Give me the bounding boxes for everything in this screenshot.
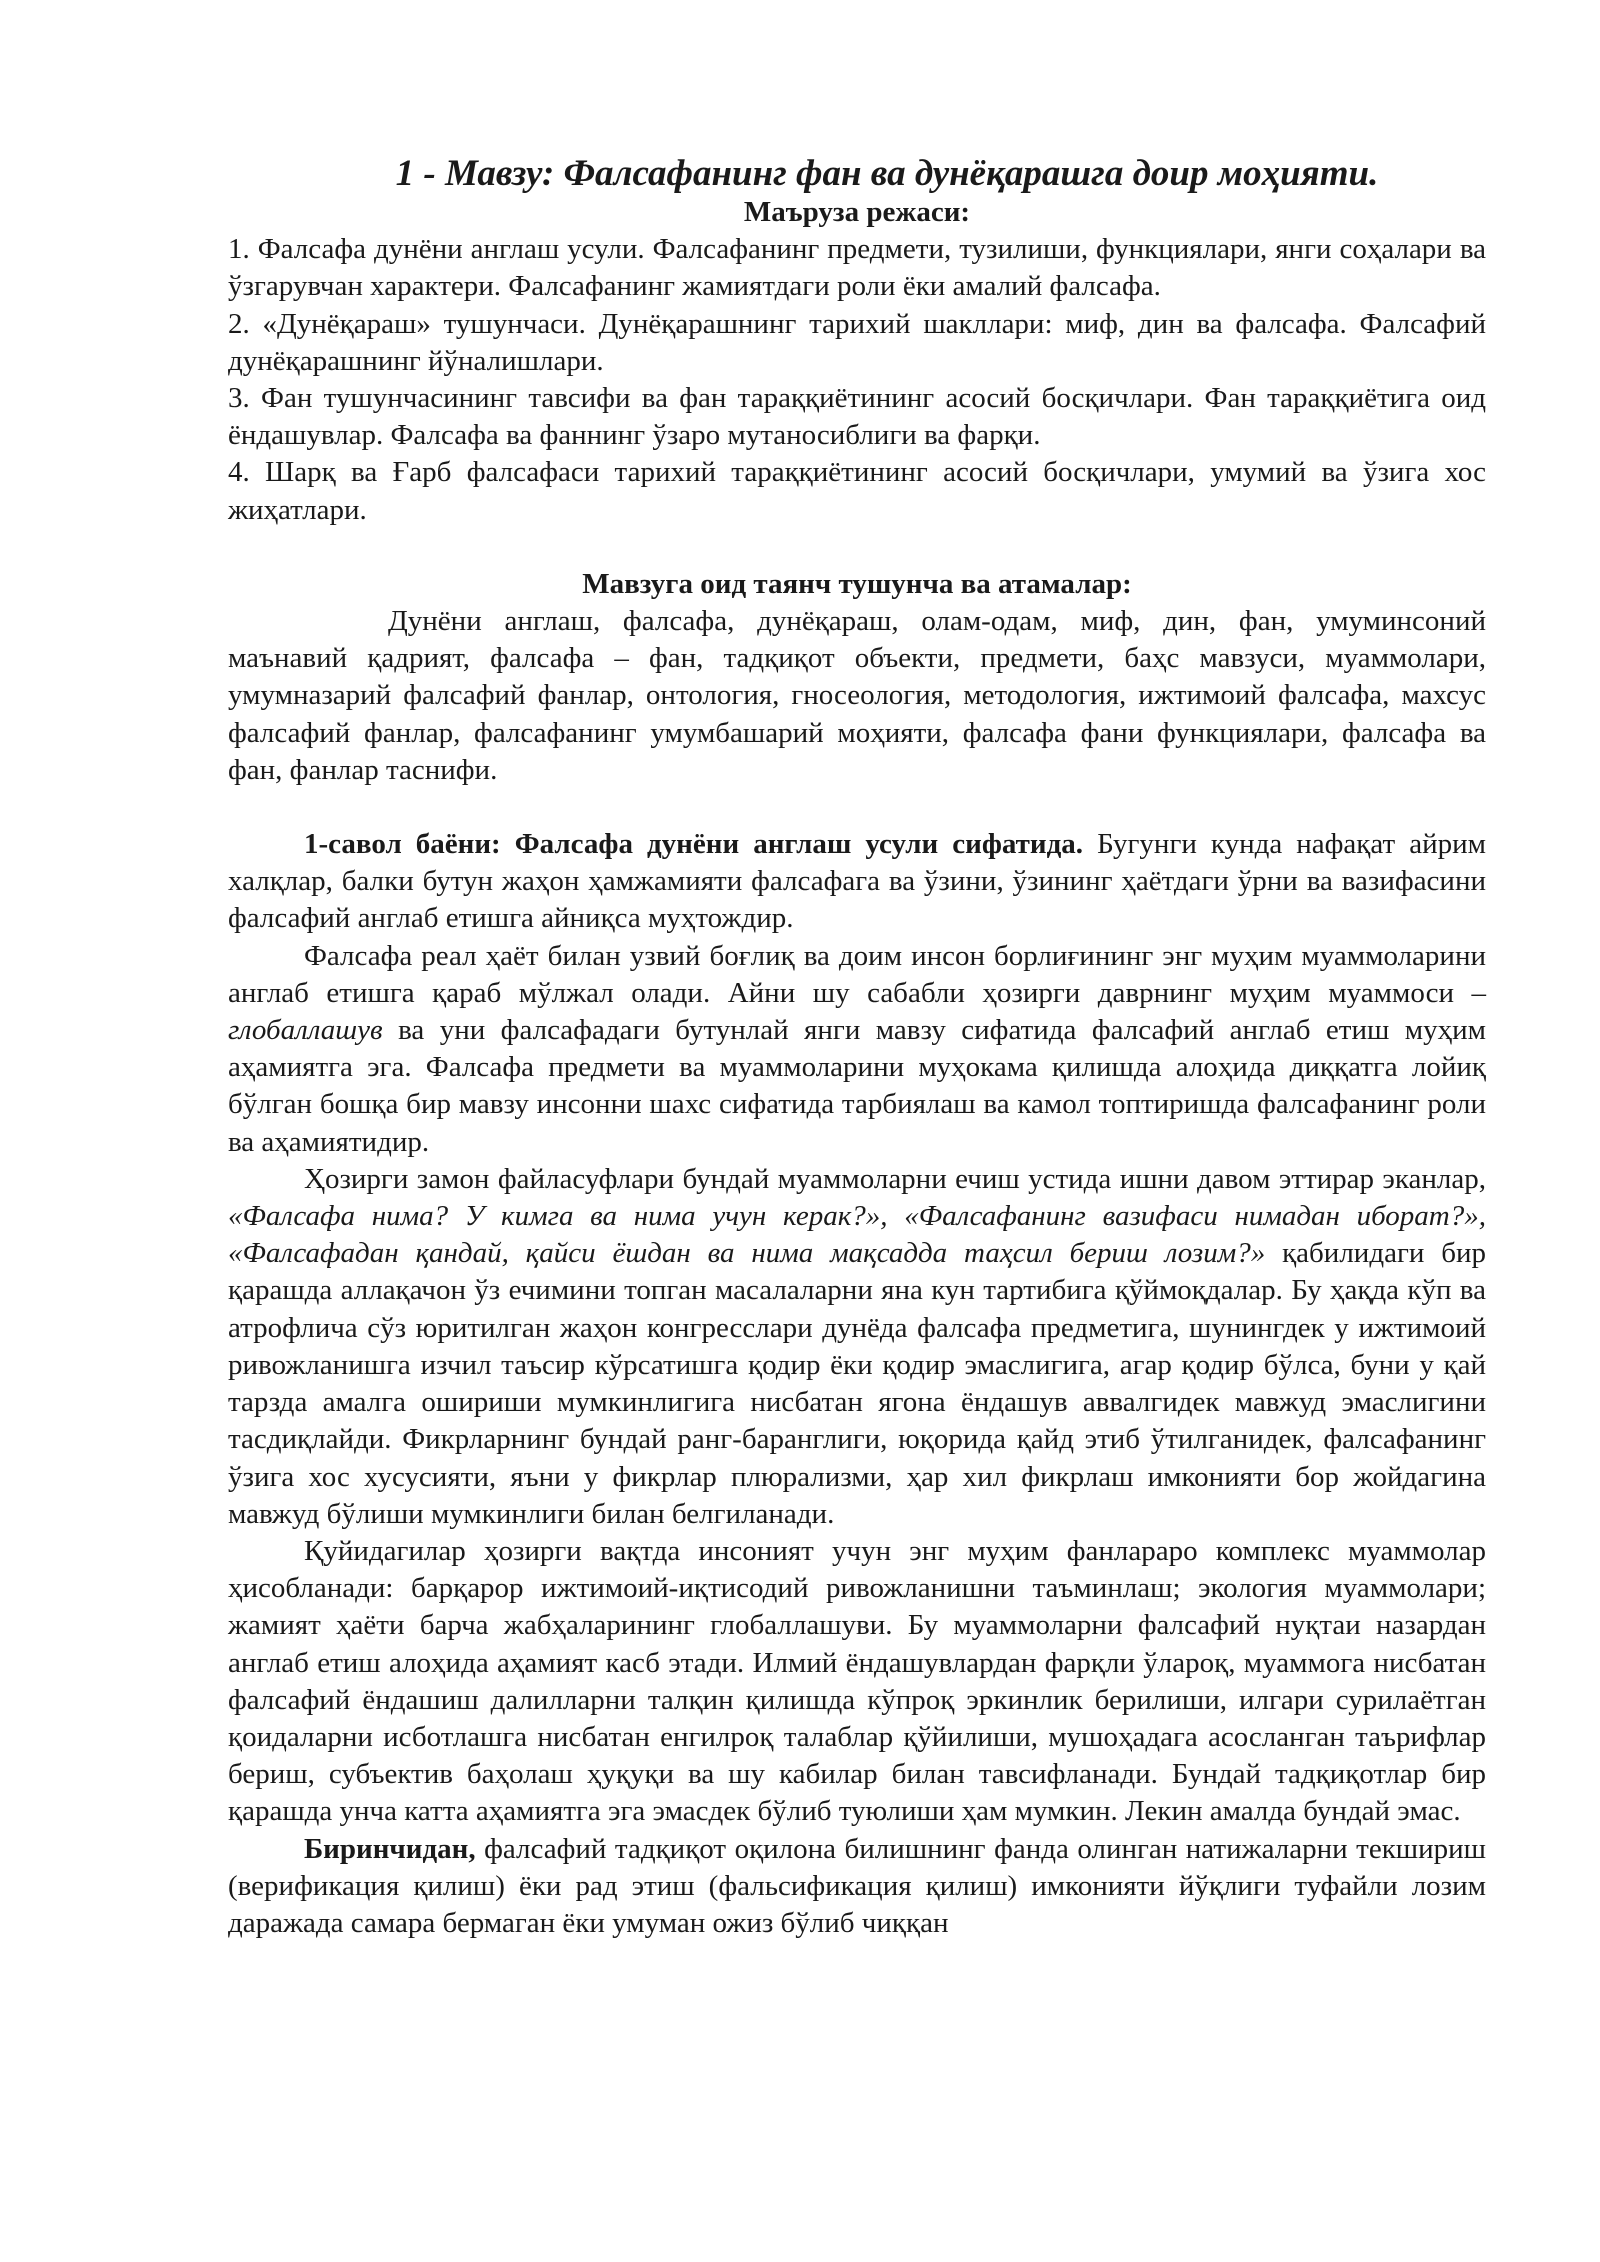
spacer <box>228 789 1486 826</box>
plan-item-4: 4. Шарқ ва Ғарб фалсафаси тарихий тараққиётининг асосий босқичлари, умумий ва ўзига хос жиҳатлари. <box>228 456 1486 526</box>
question-1-text: Бугунги кунда нафақат айрим халқлар, балки бутун жаҳон ҳамжамияти фалсафага ва ўзини, ўзининг ҳаётдаги ўрни ва вазифасини фалсафий англаб етишга айниқса муҳтождир. <box>228 828 1486 935</box>
paragraph-4: Қуйидагилар ҳозирги вақтда инсоният учун энг муҳим фанлараро комплекс муаммолар ҳисобланади: барқарор ижтимоий-иқтисодий ривожланишни таъминлаш; экология муаммолари; жамият ҳаёти барча жабҳаларининг глобаллашуви. Бу муаммоларни фалсафий нуқтаи назардан англаб етиш алоҳида аҳамият касб этади. Илмий ёндашувлардан фарқли ўлароқ, муаммога нисбатан фалсафий ёндашиш далилларни талқин қилишда кўпроқ эркинлик берилиши, илгари сурилаётган қоидаларни исботлашга нисбатан енгилроқ талаблар қўйилиши, мушоҳадага асосланган таърифлар бериш, субъектив баҳолаш ҳуқуқи ва шу кабилар билан тавсифланади. Бундай тадқиқотлар бир қарашда унча катта аҳамиятга эга эмасдек бўлиб туюлиши ҳам мумкин. Лекин амалда бундай эмас. <box>228 1534 1486 1828</box>
plan-item-3: 3. Фан тушунчасининг тавсифи ва фан тараққиётининг асосий босқичлари. Фан тараққиётига оид ёндашувлар. Фалсафа ва фаннинг ўзаро мутаносиблиги ва фарқи. <box>228 382 1486 452</box>
paragraph-2-text-b: ва уни фалсафадаги бутунлай янги мавзу сифатида фалсафий англаб етиш муҳим аҳамиятга эга. Фалсафа предмети ва муаммоларини муҳокама қилишда алоҳида диққатга лойиқ бўлган бошқа бир мавзу инсонни шахс сифатида тарбиялаш ва камол топтиришда фалсафанинг роли ва аҳамиятидир. <box>228 1014 1486 1158</box>
terms-heading: Мавзуга оид таянч тушунча ва атамалар: <box>582 567 1132 600</box>
paragraph-5-bold: Биринчидан, <box>304 1832 476 1865</box>
plan-item-1: 1. Фалсафа дунёни англаш усули. Фалсафанинг предмети, тузилиши, функциялари, янги соҳалари ва ўзгарувчан характери. Фалсафанинг жамиятдаги роли ёки амалий фалсафа. <box>228 233 1486 303</box>
plan-item-2: 2. «Дунёқараш» тушунчаси. Дунёқарашнинг тарихий шакллари: миф, дин ва фалсафа. Фалсафий дунёқарашнинг йўналишлари. <box>228 307 1486 377</box>
paragraph-3-text-b: қабилидаги бир қарашда аллақачон ўз ечимини топган масалаларни яна кун тартибига қўймоқдалар. Бу ҳақда кўп ва атрофлича сўз юритилган жаҳон конгресслари дунёда фалсафа предметига, шунингдек у ижтимоий ривожланишга изчил таъсир кўрсатишга қодир ёки қодир эмаслигига, агар қодир бўлса, буни у қай тарзда амалга ошириши мумкинлигига нисбатан ягона ёндашув аввалгидек мавжуд эмаслигини тасдиқлайди. Фикрларнинг бундай ранг-баранглиги, юқорида қайд этиб ўтилганидек, фалсафанинг ўзига хос хусусияти, яъни у фикрлар плюрализми, ҳар хил фикрлаш имконияти бор жойдагина мавжуд бўлиши мумкинлиги билан белгиланади. <box>228 1237 1486 1530</box>
paragraph-2-text-a: Фалсафа реал ҳаёт билан узвий боғлиқ ва доим инсон борлиғининг энг муҳим муаммоларини англаб етишга қараб мўлжал олади. Айни шу сабабли ҳозирги даврнинг муҳим муаммоси – <box>228 939 1486 1009</box>
page-title: 1 - Мавзу: Фалсафанинг фан ва дунёқарашга доир моҳияти. <box>395 153 1379 194</box>
question-1-heading: 1-савол баёни: Фалсафа дунёни англаш усули сифатида. <box>304 828 1084 861</box>
paragraph-5 <box>228 1831 1486 1943</box>
paragraph-5-text: фалсафий тадқиқот оқилона билишнинг фанда олинган натижаларни текшириш (верификация қилиш) ёки рад этиш (фальсификация қилиш) имконияти йўқлиги туфайли лозим даражада самара бермаган ёки умуман ожиз бўлиб чиққан <box>228 1832 1486 1939</box>
terms-paragraph: Дунёни англаш, фалсафа, дунёқараш, олам-одам, миф, дин, фан, умуминсоний маънавий қадрият, фалсафа – фан, тадқиқот объекти, предмети, баҳс мавзуси, муаммолари, умумназарий фалсафий фанлар, онтология, гносеология, методология, ижтимоий фалсафа, махсус фалсафий фанлар, фалсафанинг умумбашарий моҳияти, фалсафа фани функциялари, фалсафа ва фан, фанлар таснифи. <box>228 605 1486 786</box>
paragraph-3-text-a: Ҳозирги замон файласуфлари бундай муаммоларни ечиш устида ишни давом эттирар эканлар, <box>304 1162 1486 1195</box>
paragraph-2-italic: глобаллашув <box>228 1014 383 1047</box>
paragraph-2 <box>228 938 1486 1161</box>
document-body <box>228 150 1486 1942</box>
paragraph-3-italic-questions: «Фалсафа нима? У кимга ва нима учун керак?», «Фалсафанинг вазифаси нимадан иборат?», «Фалсафадан қандай, қайси ёшдан ва нима мақсадда таҳсил бериш лозим?» <box>228 1200 1486 1270</box>
question-1-paragraph <box>228 826 1486 938</box>
paragraph-3 <box>228 1161 1486 1533</box>
plan-heading: Маъруза режаси: <box>743 196 971 228</box>
spacer <box>228 529 1486 566</box>
